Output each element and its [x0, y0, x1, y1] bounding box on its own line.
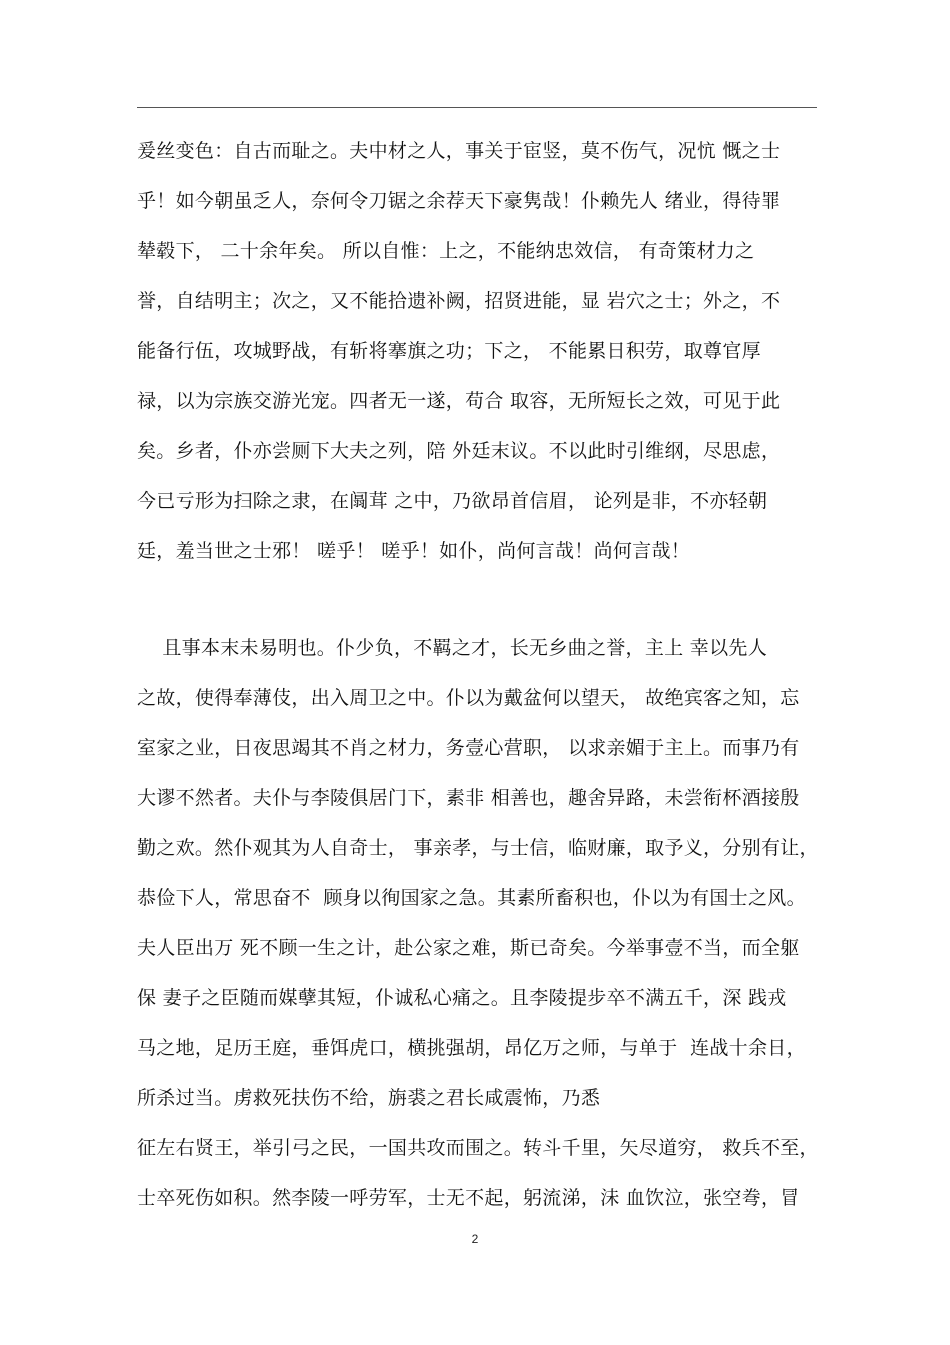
- text-line: 廷，羞当世之士邪！ 嗟乎！ 嗟乎！如仆，尚何言哉！尚何言哉！: [137, 540, 691, 562]
- text-line: 矣。乡者，仆亦尝厕下大夫之列，陪 外廷末议。不以此时引维纲，尽思虑，: [137, 440, 781, 462]
- text-line: 大谬不然者。夫仆与李陵俱居门下，素非 相善也，趣舍异路，未尝衔杯酒接殷: [137, 787, 800, 809]
- text-line: 马之地，足历王庭，垂饵虎口，横挑强胡，昂亿万之师，与单于 连战十余日，: [137, 1037, 806, 1059]
- text-line: 禄，以为宗族交游光宠。四者无一遂，苟合 取容，无所短长之效，可见于此: [137, 390, 781, 412]
- text-line: 乎！如今朝虽乏人，奈何令刀锯之余荐天下豪隽哉！仆赖先人 绪业，得待罪: [137, 190, 781, 212]
- text-line: 征左右贤王，举引弓之民，一国共攻而围之。转斗千里，矢尽道穷， 救兵不至，: [137, 1137, 819, 1159]
- header-rule: [137, 107, 817, 108]
- text-line: 今已亏形为扫除之隶，在阘茸 之中，乃欲昂首信眉， 论列是非，不亦轻朝: [137, 490, 768, 512]
- text-line: 士卒死伤如积。然李陵一呼劳军，士无不起，躬流涕，沬 血饮泣，张空弮，冒: [137, 1187, 800, 1209]
- text-line: 所杀过当。虏救死扶伤不给，旃裘之君长咸震怖，乃悉: [137, 1087, 601, 1109]
- paragraph-1: [137, 126, 827, 576]
- text-line: 勤之欢。然仆观其为人自奇士， 事亲孝，与士信，临财廉，取予义，分别有让，: [137, 837, 819, 859]
- text-line: 保 妻子之臣随而媒孽其短，仆诚私心痛之。且李陵提步卒不满五千，深 践戎: [137, 987, 787, 1009]
- text-line: 能备行伍，攻城野战，有斩将搴旗之功；下之， 不能累日积劳，取尊官厚: [137, 340, 761, 362]
- page-number: 2: [471, 1232, 479, 1246]
- text-line: 且事本末未易明也。仆少负，不羁之才，长无乡曲之誉，主上 幸以先人: [137, 637, 767, 659]
- text-line: 室家之业，日夜思竭其不肖之材力，务壹心营职， 以求亲媚于主上。而事乃有: [137, 737, 800, 759]
- paragraph-2: [137, 623, 827, 1223]
- text-line: 爰丝变色：自古而耻之。夫中材之人，事关于宦竖，莫不伤气，况忼 慨之士: [137, 140, 781, 162]
- text-line: 誉，自结明主；次之，又不能拾遗补阙，招贤进能，显 岩穴之士；外之，不: [137, 290, 781, 312]
- text-line: 辇毂下， 二十余年矣。 所以自惟：上之，不能纳忠效信， 有奇策材力之: [137, 240, 755, 262]
- text-line: 恭俭下人，常思奋不 顾身以徇国家之急。其素所畜积也，仆以为有国士之风。: [137, 887, 806, 909]
- text-line: 之故，使得奉薄伎，出入周卫之中。仆以为戴盆何以望天， 故绝宾客之知，忘: [137, 687, 800, 709]
- text-line: 夫人臣出万 死不顾一生之计，赴公家之难，斯已奇矣。今举事壹不当，而全躯: [137, 937, 800, 959]
